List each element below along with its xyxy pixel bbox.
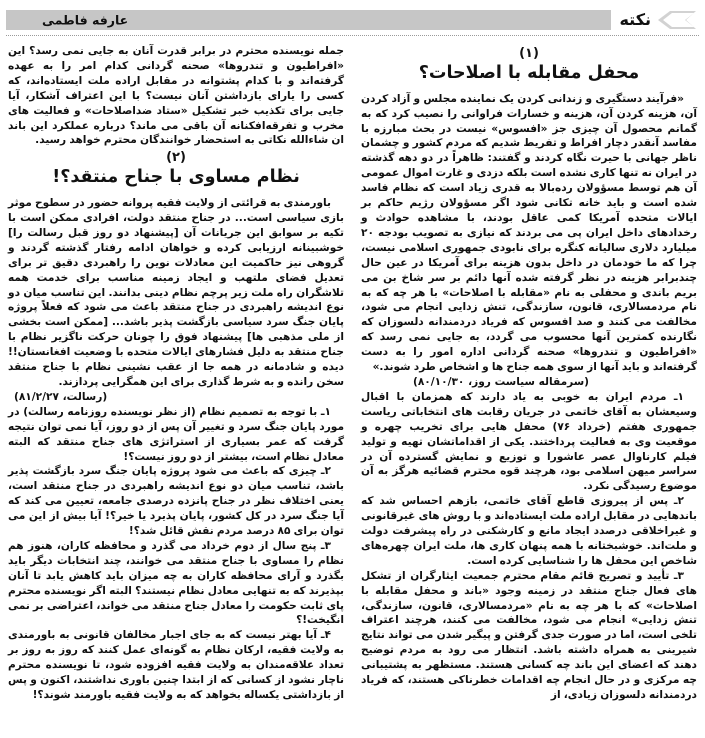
- author-name: عارفه فاطمی: [42, 12, 129, 28]
- column-title: نكته: [619, 10, 651, 29]
- citation-siasat-rooz: (سرمقاله سیاست روز، ۸۰/۱۰/۳۰): [413, 375, 590, 388]
- section-number-1: (۱): [519, 46, 539, 61]
- column-left: [8, 44, 344, 703]
- numbered-item: ۲ـ پس از پیروزی قاطع آقای خاتمی، بازهم احساس شد که باندهایی در مقابل اراده ملت ایستاده‌اند و با روش های غیرقانونی و غیراخلاقی درصدد ایجاد مانع و کارشکنی در راه پیشرفت دولت و ملت‌اند. خوشبختانه با همه پنهان کاری ها، ملت ایران چهره‌های شاخص این محفل ها را شناسایی کرده است.: [361, 495, 697, 567]
- citation-resalat: (رسالت، ۸۱/۲/۲۷): [14, 390, 108, 403]
- column-right: [361, 44, 697, 703]
- section-number-2: (۲): [166, 150, 186, 166]
- article-columns: [4, 44, 701, 703]
- ribbon-arrow-icon: [655, 9, 699, 31]
- numbered-item: ۲ـ چیزی که باعث می شود پروژه پایان جنگ سرد بازگشت پذیر باشد، تناسب میان دو نوع اندیشه راهبردی در جناح منتقد است، یعنی اختلاف نظر در جناح پانزده درصدی جامعه، تعیین می کند که آیا جنگ سرد در کل کشور، پایان پذیرد یا خیر؟! آیا بیش از این می توان برای ۸۵ درصد مردم نقش قائل شد؟!: [8, 465, 344, 538]
- continuation-paragraph: جمله نویسنده محترم در برابر قدرت آنان به جایی نمی رسد؟ این «افراطیون و تندروها» صحنه گردانی کدام امر را به عهده گرفته‌اند و با کدام پشتوانه در مقابل اراده ملت ایستاده‌اند، که کسی را یارای بازداشتن آنان نیست؟ با این اعتراف آشکار، آیا جایی برای تکذیب خبر تشکیل «ستاد ضداصلاحات» و فعالیت های مخرب و تفرقه‌افکنانه آن باقی می ماند؟ درباره عملکرد این باند ان شاءالله نکاتی به استحضار خوانندگان محترم خواهد رسید.: [8, 45, 344, 147]
- section-title-1: محفل مقابله با اصلاحات؟: [418, 63, 640, 83]
- numbered-item: ۱ـ با توجه به تصمیم نظام (از نظر نویسنده روزنامه رسالت) در مورد پایان جنگ سرد و تغییر آن پس از دو روز، آیا نمی توان نتیجه گرفت که عمر بسیاری از استراتژی های جناح منتقد که البته معادل نظام است، بیشتر از دو روز نیست؟!: [8, 405, 344, 463]
- numbered-item: ۳ـ پنج سال از دوم خرداد می گذرد و محافظه کاران، هنوز هم نظام را مساوی با جناح منتقد می خوانند، چند انتخابات دیگر باید بگذرد و آرای محافظه کاران به چه میزان باید کاهش یابد تا آنان بپذیرند که به تنهایی معادل نظام نیستند؟ البته اگر نویسنده محترم پای ثابت حکومت را معادل جناح منتقد می خواند، اعتراضی بر نمی انگیخت!؟: [8, 539, 344, 627]
- numbered-item: ۳ـ تأیید و تصریح قائم مقام محترم جمعیت ایثارگران از تشکل های فعال جناح منتقد در زمینه وجود «باند و محفل مقابله با اصلاحات» که با هر چه به نام «مردمسالاری، قانون، سازندگی، تنش زدایی» انجام می شود، مخالفت می کنند، هرچند اعتراف تلخی است، اما در صورت جدی گرفتن و پیگیر شدن می تواند نتایج شیرینی به همراه داشته باشد. انتظار می رود به مردم توضیح دهند که اعضای این باند چه کسانی هستند. مستظهر به پشتیبانی چه مرکزی و در حال انجام چه اقدامات خطرناکی هستند، که فریاد دردمندانه دلسوزان زیادی، از: [361, 569, 697, 701]
- header-bar: [6, 10, 611, 30]
- quote-paragraph: «فرآیند دستگیری و زندانی کردن یک نماینده مجلس و آزاد کردن آن، هزینه کردن آن، هزینه و خسارات فراوانی را نصیب کرد که به گمانم محصول آن چیزی جز «افسوس» نیست در بحث مبارزه با مفاسد آنقدر دچار افراط و تفریط شدیم که مردم کشور و چشمان ناظر جهانی با حیرت نگاه کردند و گفتند: ظاهراً در دو دهه گذشته در ایران نه تنها کاری نشده است بلکه دزدی و غارت اموال عمومی آن هم توسط مسؤولان رده‌بالا به قدری زیاد است که نظام فاسد شده است و باید خانه تکانی شود اگر مسؤولان رژیم حاکم بر ایالات متحده آمریکا کمی عاقل بودند، با مشاهده حوادث و رخدادهای داخل ایران پی می بردند که نیازی به تصویب بودجه ۲۰ میلیارد دلاری سالیانه کنگره برای نابودی جمهوری اسلامی نیست، چرا که ما خودمان در داخل بدون هزینه برای آمریکا در عین حال چندبرابر هزینه در نظر گرفته شده آنها دائم بر سر شاخ بن می بریم باندی و محفلی به نام «مقابله با اصلاحات» با هر چه که به نام مردمسالاری، قانون، سازندگی، تنش زدایی انجام می شود، مخالفت می کنند و صد افسوس که فریاد دردمندانه دلسوزان که نگارنده کمترین آنها محسوب می گردد، به جایی نمی رسد که «افراطیون و تندروها» صحنه گردانی اداره امور را به دست گرفته‌اند و باید آنها از سوی همه جناح ها و اشخاص طرد شوند.»: [361, 92, 697, 374]
- column-header: [6, 8, 699, 36]
- section-title-2: نظام مساوی با جناح منتقد؟!: [52, 167, 300, 188]
- numbered-item: ۱ـ مردم ایران به خوبی به یاد دارند که همزمان با اقبال وسیعشان به آقای خاتمی در جریان رقابت های انتخاباتی ریاست جمهوری هفتم (خرداد ۷۶) محفل هایی برای تخریب چهره و موقعیت وی به فعالیت پرداختند. یکی از اقداماتشان تهیه و تولید فیلم کارناوال عصر عاشورا و توزیع و نمایش گسترده آن در سراسر میهن اسلامی بود، هرچند قوه محترم قضائیه هرگز به آن موضوع رسیدگی نکرد.: [361, 390, 698, 493]
- quote-paragraph: باورمندی به قرائتی از ولایت فقیه پروانه حضور در سطوح موثر بازی سیاسی است... در جناح منتقد دولت، افرادی ممکن است با تکیه بر سوابق این جریانات آن [پیشنهاد دو روز قبل رسالت را] خوشبینانه ارزیابی کرده و خواهان ادامه رفتار گذشته گردند و گروهی نیز حاکمیت این معادلات نوین را راهبردی دقیق تر برای تعدیل فضای ملتهب و ایجاد زمینه مناسب برای خدمت همه تلاشگران راه ملت زیر پرچم نظام دینی بدانند. این تناسب میان دو نوع اندیشه راهبردی در جناح منتقد باعث می شود که فعلاً پروژه پایان جنگ سرد سیاسی بازگشت پذیر باشد... [ممکن است بخشی از ملی مذهبی ها] پیشنهاد فوق را چونان حرکت ناگزیر نظام با جناح منتقد به دلیل فشارهای ایالات متحده با وضعیت افغانستان!! دیده و شادمانه در همه جا از عقب نشینی نظام با جناح منتقد سخن رانده و به شرط گذاری برای این همگرایی پردازند.: [8, 197, 344, 388]
- numbered-item: ۴ـ آیا بهتر نیست که به جای اجبار مخالفان قانونی به باورمندی به ولایت فقیه، ارکان نظام به گونه‌ای عمل کنند که روز به روز بر تعداد علاقه‌مندان به ولایت فقیه افزوده شود، تا نویسنده محترم ناچار نشود از کسانی که از ابتدا چنین باوری نداشتند، اکنون و پس از بازداشتی یکساله بخواهد که به ولایت فقیه باورمند شوند؟!: [8, 629, 344, 701]
